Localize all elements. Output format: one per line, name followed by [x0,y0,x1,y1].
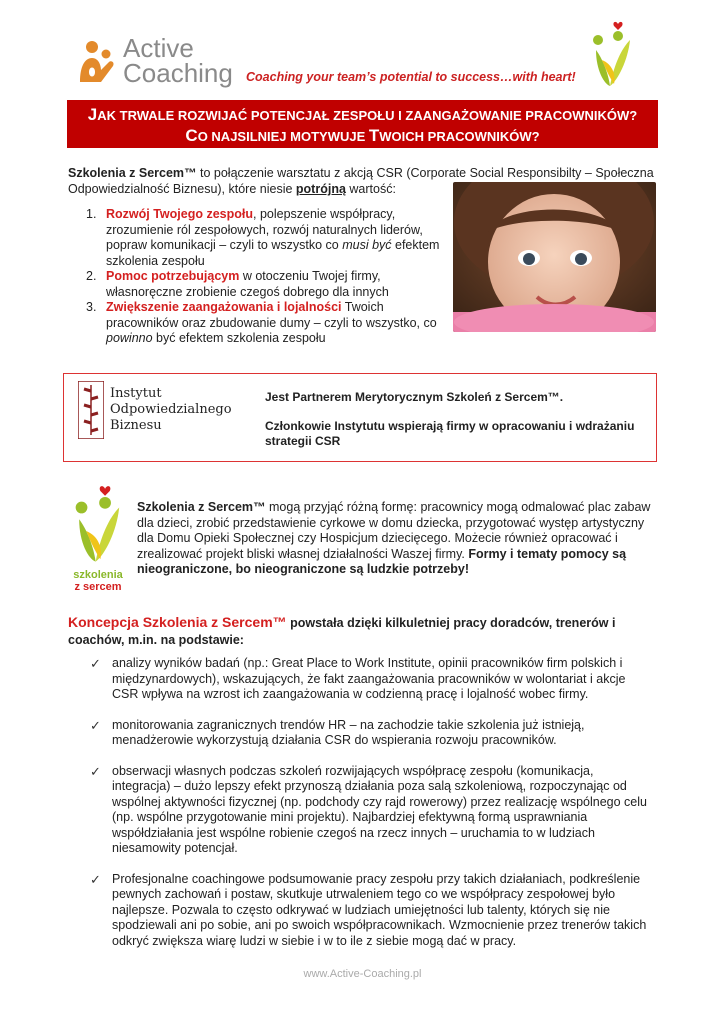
partner-line-2: Członkowie Instytutu wspierają firmy w opracowaniu i wdrażaniu strategii CSR [265,419,635,448]
list-italic: powinno [106,331,153,345]
intro-underlined: potrójną [295,182,346,196]
logo-wordmark [123,33,233,88]
intro-text-end: wartość: [345,182,396,196]
institute-logo-line-2: Odpowiedzialnego [110,402,232,417]
title-banner [67,100,658,148]
list-number: 3. [86,300,97,314]
list-text [106,269,446,300]
sz-logo-line-2: z sercem [74,581,122,593]
institute-emblem-icon [78,381,104,439]
bullet-item [90,764,650,857]
list-number: 2. [86,269,97,283]
sz-brand: Szkolenia z Sercem™ [137,500,266,514]
active-coaching-logo-icon [75,38,123,86]
szkolenia-z-sercem-logo [63,484,133,592]
banner-cap: T [368,126,380,145]
sz-bold-end: Formy i tematy pomocy są nieograniczone, bo nieograniczone są ludzkie potrzeby! [137,546,627,576]
list-italic: musi być [342,238,392,252]
sz-logo-line-1: szkolenia [73,569,123,581]
checkmark-icon: ✓ [90,763,101,779]
bullet-list [90,656,650,964]
logo-line-2: Coaching [123,58,233,88]
list-number: 1. [86,207,97,221]
list-body-end: być efektem szkolenia zespołu [152,331,326,345]
banner-text: WOICH PRACOWNIKÓW? [379,129,540,144]
partner-text [265,390,645,449]
footer-url: www.Active-Coaching.pl [303,968,422,980]
list-body: , polepszenie współpracy, zrozumienie ról zespołowych, rozwój naturalnych liderów, popraw komunikacji – czyli to wszystko co [106,207,423,252]
banner-text: O NAJSILNIEJ MOTYWUJE [197,129,369,144]
banner-text: AK TRWALE ROZWIJAĆ POTENCJAŁ ZESPOŁU I ZAANGAŻOWANIE PRACOWNIKÓW? [97,108,638,123]
koncepcja-heading [68,614,658,649]
banner-cap: J [87,105,98,124]
institute-logo-line-1: Instytut [110,386,162,401]
banner-line-2 [67,126,658,147]
list-item [86,207,446,269]
list-body: Twoich pracowników oraz zbudowanie dumy – czyli to wszystko, co [106,300,437,330]
heart-figure-logo-icon [588,20,636,88]
benefits-list [86,207,446,347]
checkmark-icon: ✓ [90,656,101,671]
checkmark-icon: ✓ [90,717,101,733]
institute-logo [78,380,238,440]
szkolenia-paragraph [137,500,657,578]
list-text [106,207,446,269]
child-photo [453,182,656,332]
koncepcja-title: Koncepcja Szkolenia z Sercem™ [68,614,287,630]
intro-brand: Szkolenia z Sercem™ [68,166,197,180]
bullet-text: monitorowania zagranicznych trendów HR – na zachodzie takie szkolenia już istnieją, menadżerowie wykorzystują działania CSR do wspierania rozwoju pracowników. [112,717,585,747]
list-text [106,300,446,347]
bullet-item [90,872,650,950]
checkmark-icon: ✓ [90,871,101,887]
heart-figure-icon [63,484,133,564]
list-item [86,269,446,300]
banner-cap: C [185,126,198,145]
list-highlight: Zwiększenie zaangażowania i lojalności [106,300,342,314]
intro-text: to połączenie warsztatu z akcją CSR (Corporate Social Responsibilty – Społeczna Odpowiedzialność Biznesu), które niesie [68,166,654,196]
list-highlight: Pomoc potrzebującym [106,269,240,283]
bullet-item [90,718,650,749]
list-item [86,300,446,347]
partner-line-1: Jest Partnerem Merytorycznym Szkoleń z Sercem™. [265,390,564,404]
sz-text: mogą przyjąć różną formę: pracownicy mogą odmalować plac zabaw dla dzieci, zrobić przedstawienie cyrkowe w domu dziecka, przygotować występ artystyczny dla Domu Opieki Społecznej czy Hospicjum dziecięcego. Możecie również opracować i zrealizować projekt bliski własnej działalności Waszej firmy. [137,500,651,561]
bullet-text: analizy wyników badań (np.: Great Place to Work Institute, opinii pracowników firm polskich i międzynardowych), wskazujących, że fakt zaangażowania pracowników w wolontariat i akcje CSR wpływa na wzrost ich zaangażowania w codzienną pracę i lojalność wobec firmy. [112,656,626,701]
koncepcja-rest: powstała dzięki kilkuletniej pracy doradców, trenerów i coachów, m.in. na podstawie: [68,616,616,647]
bullet-text: Profesjonalne coachingowe podsumowanie pracy zespołu przy takich działaniach, podkreślenie pewnych zachowań i postaw, skutkuje utrwaleniem tego co we współpracy zespołowej było najlepsze. Pozwala to często odkrywać w ludziach umiejętności lub talenty, których się nie spodziewali ani po sobie, ani po swoich współpracownikach. Wzmocnienie przez trenerów takich odkryć zwiększa wiarę ludzi w siebie i w to ile z siebie mogą dać w pracy. [112,871,647,948]
list-highlight: Rozwój Twojego zespołu [106,207,253,221]
list-body: w otoczeniu Twojej firmy, własnoręczne zrobienie czegoś dobrego dla innych [106,269,389,299]
logo-line-1: Active [123,33,194,63]
bullet-item [90,656,650,703]
bullet-text: obserwacji własnych podczas szkoleń rozwijających współpracę zespołu (komunikacja, integracja) – dużo lepszy efekt przynoszą działania poza salą szkoleniową, rozpoczynając od wspólnej aktywności fizycznej (np. podchody czy rajd rowerowy) przez realizację wspólnego celu (np. wspólne przygotowanie mini projektu). Najbardziej efektywną formą usprawniania współdziałania jest wspólne robienie czegoś na rzecz innych – uruchamia to w ludziach niesamowity potencjał. [112,763,647,855]
banner-line-1 [67,105,658,126]
institute-logo-line-3: Biznesu [110,418,162,433]
tagline: Coaching your team’s potential to success…with heart! [246,70,576,84]
list-body-end: efektem szkolenia zespołu [106,238,440,268]
